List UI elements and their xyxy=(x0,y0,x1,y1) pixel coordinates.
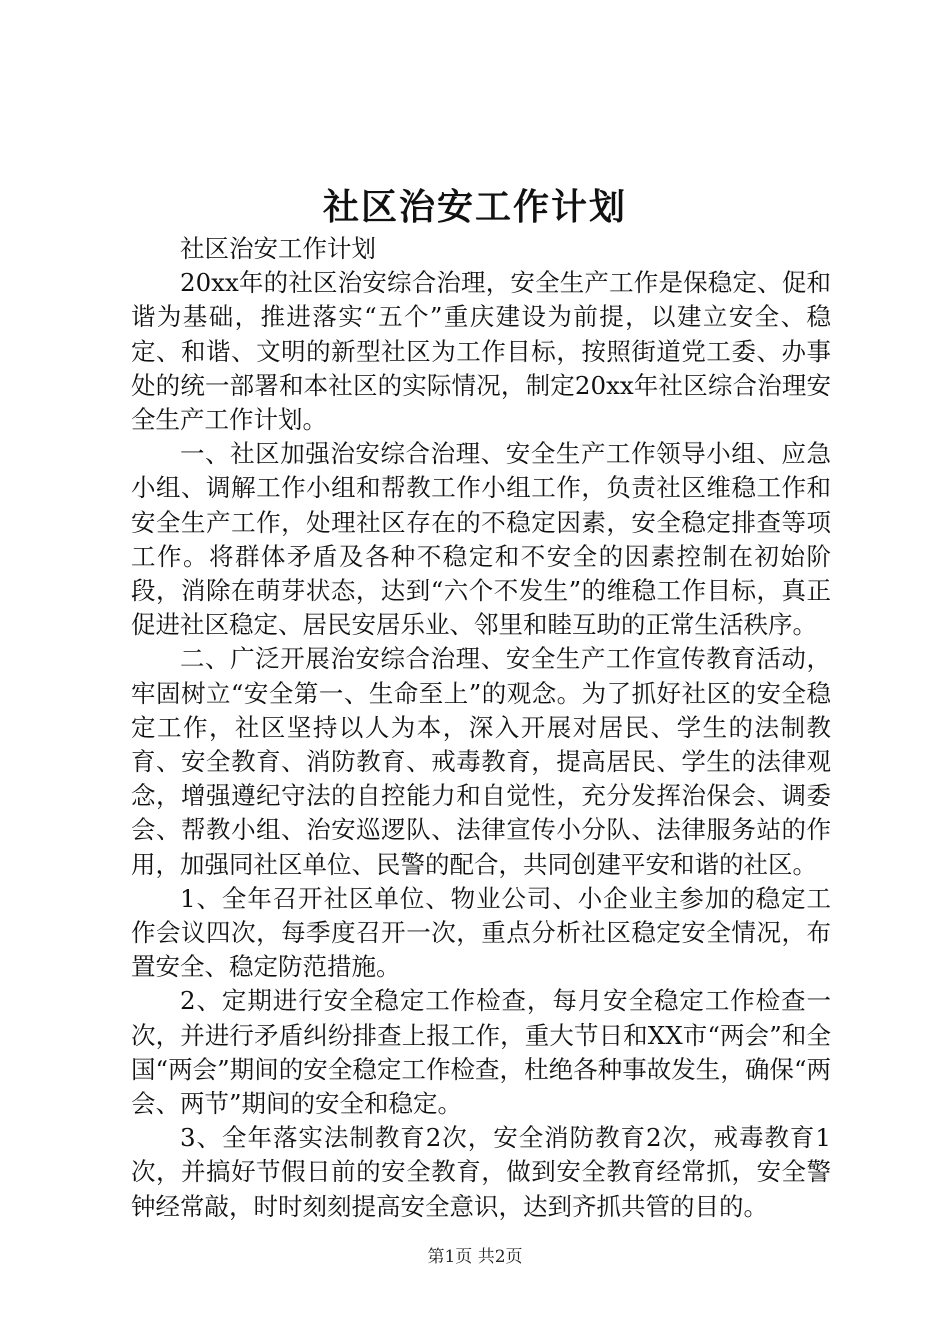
paragraph-item-two: 2、定期进行安全稳定工作检查，每月安全稳定工作检查一次，并进行矛盾纠纷排查上报工作，重大节日和XX市“两会”和全国“两会”期间的安全稳定工作检查，杜绝各种事故发生，确保“两会、两节”期间的安全和稳定。 xyxy=(131,986,831,1119)
paragraph-item-one: 1、全年召开社区单位、物业公司、小企业主参加的稳定工作会议四次，每季度召开一次，重点分析社区稳定安全情况，布置安全、稳定防范措施。 xyxy=(131,883,831,982)
document-title: 社区治安工作计划 xyxy=(322,186,627,228)
paragraph-subtitle: 社区治安工作计划 xyxy=(180,234,376,263)
document-body xyxy=(131,232,831,1224)
paragraph-intro: 20xx年的社区治安综合治理，安全生产工作是保稳定、促和谐为基础，推进落实“五个”重庆建设为前提，以建立安全、稳定、和谐、文明的新型社区为工作目标，按照街道党工委、办事处的统一部署和本社区的实际情况，制定20xx年社区综合治理安全生产工作计划。 xyxy=(131,268,831,435)
paragraph-section-one: 一、社区加强治安综合治理、安全生产工作领导小组、应急小组、调解工作小组和帮教工作小组工作，负责社区维稳工作和安全生产工作，处理社区存在的不稳定因素，安全稳定排查等项工作。将群体矛盾及各种不稳定和不安全的因素控制在初始阶段，消除在萌芽状态，达到“六个不发生”的维稳工作目标，真正促进社区稳定、居民安居乐业、邻里和睦互助的正常生活秩序。 xyxy=(131,439,831,640)
paragraph-item-three: 3、全年落实法制教育2次，安全消防教育2次，戒毒教育1次，并搞好节假日前的安全教育，做到安全教育经常抓，安全警钟经常敲，时时刻刻提高安全意识，达到齐抓共管的目的。 xyxy=(131,1123,831,1221)
paragraph-section-two: 二、广泛开展治安综合治理、安全生产工作宣传教育活动，牢固树立“安全第一、生命至上”的观念。为了抓好社区的安全稳定工作，社区坚持以人为本，深入开展对居民、学生的法制教育、安全教育、消防教育、戒毒教育，提高居民、学生的法律观念，增强遵纪守法的自控能力和自觉性，充分发挥治保会、调委会、帮教小组、治安巡逻队、法律宣传小分队、法律服务站的作用，加强同社区单位、民警的配合，共同创建平安和谐的社区。 xyxy=(131,644,831,879)
page-number-footer: 第1页 共2页 xyxy=(427,1247,523,1267)
